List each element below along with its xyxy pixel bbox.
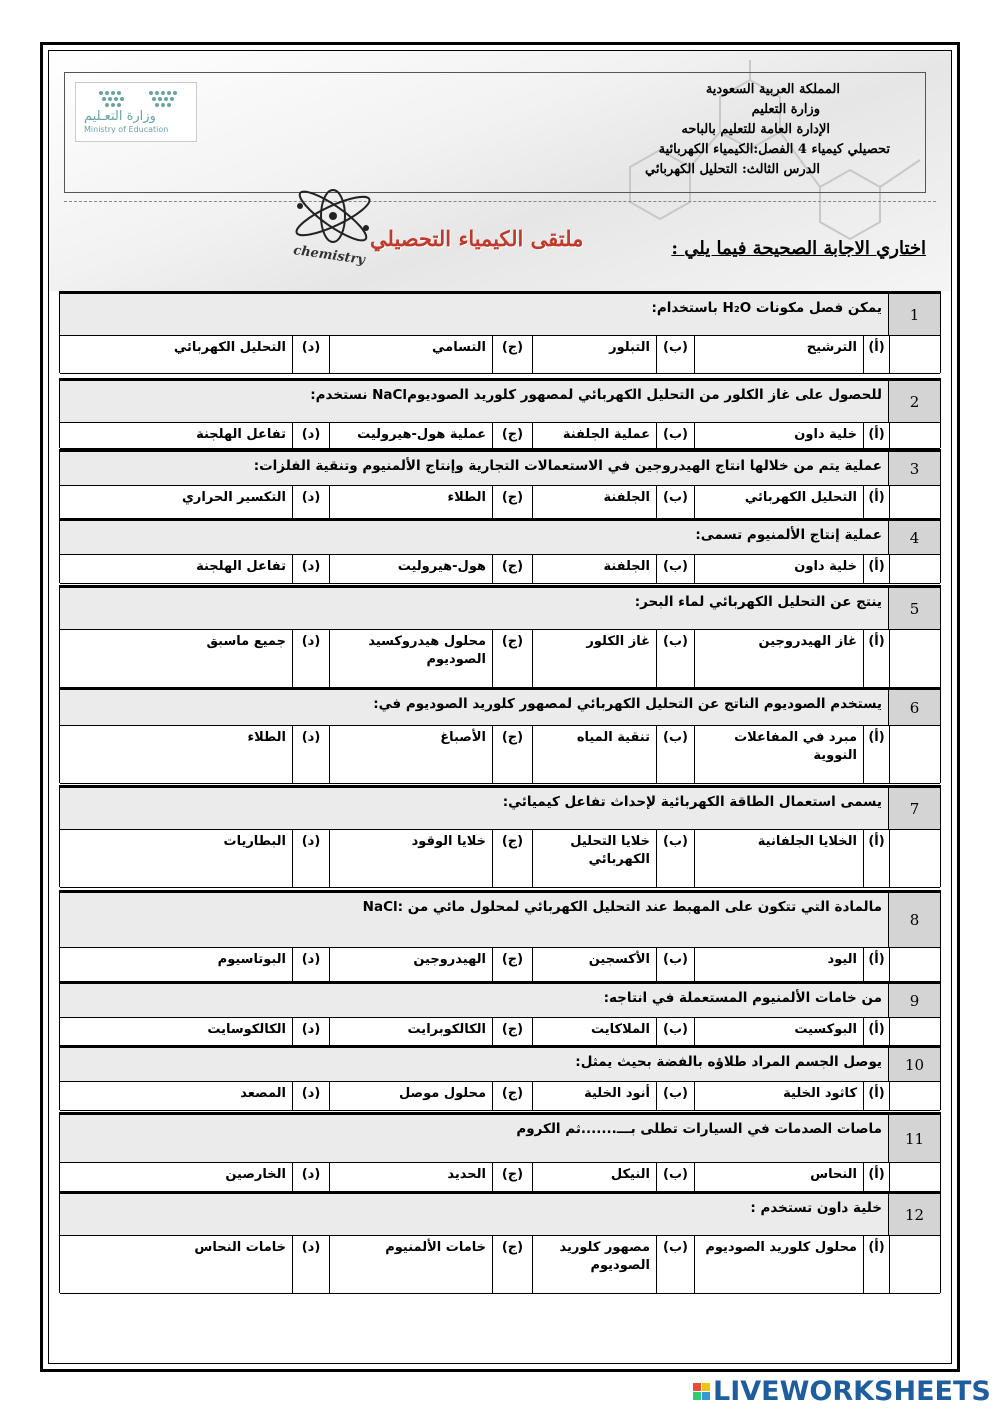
answer-spacer-cell (889, 1017, 940, 1046)
option-d[interactable]: البوتاسيوم (217, 952, 286, 967)
question-block (59, 890, 941, 981)
option-a[interactable]: التحليل الكهربائي (694, 485, 863, 520)
liveworksheets-logo (693, 1376, 991, 1407)
option-a-letter: (أ) (863, 725, 889, 783)
question-row (60, 521, 940, 555)
question-bottom-border (60, 373, 940, 374)
question-block (59, 687, 941, 783)
option-c-letter: (ج) (492, 1235, 532, 1293)
answer-row (60, 1017, 940, 1046)
option-d[interactable]: الخارصين (225, 1167, 286, 1182)
option-c-letter: (ج) (492, 485, 532, 520)
option-c[interactable]: خلايا الوقود (329, 829, 492, 887)
question-number: 8 (888, 893, 940, 947)
answer-spacer-cell (889, 554, 940, 583)
question-number: 5 (888, 588, 940, 629)
question-row (60, 452, 940, 486)
option-b-letter: (ب) (656, 422, 694, 448)
option-b[interactable]: خلايا التحليل الكهربائي (532, 829, 656, 887)
answer-row (60, 829, 940, 887)
answer-spacer-cell (889, 1081, 940, 1110)
option-d-letter: (د) (292, 422, 329, 448)
option-b-letter: (ب) (656, 1081, 694, 1110)
option-d-letter: (د) (292, 1162, 329, 1196)
question-block (59, 1045, 941, 1110)
liveworksheets-icon (693, 1383, 710, 1400)
option-c-letter: (ج) (492, 1017, 532, 1046)
option-a[interactable]: غاز الهيدروجين (694, 629, 863, 687)
option-d[interactable]: تفاعل الهلجنة (196, 559, 286, 574)
option-c-letter: (ج) (492, 947, 532, 981)
question-block (59, 785, 941, 887)
answer-row (60, 485, 940, 520)
question-row (60, 1115, 940, 1163)
option-b[interactable]: تنقية المياه (532, 725, 656, 783)
option-a[interactable]: محلول كلوريد الصوديوم (694, 1235, 863, 1293)
ministry-logo (75, 82, 197, 142)
option-c[interactable]: خامات الألمنيوم (329, 1235, 492, 1293)
question-text: ماصات الصدمات في السيارات تطلى بـــ.......ثم الكروم (516, 1121, 882, 1137)
brand-subtitle: chemistry (292, 243, 366, 268)
option-b[interactable]: الملاكايت (532, 1017, 656, 1046)
header-line-administration: الإدارة العامة للتعليم بالباحه (681, 122, 830, 137)
option-a-letter: (أ) (863, 554, 889, 583)
header-line-kingdom: المملكة العربية السعودية (705, 82, 840, 97)
question-text: عملية يتم من خلالها انتاج الهيدروجين في الاستعمالات التجارية وإنتاج الألمنيوم وتنقية الفلزات: (253, 458, 882, 474)
option-a-letter: (أ) (863, 829, 889, 887)
option-b-letter: (ب) (656, 629, 694, 687)
question-row (60, 1194, 940, 1236)
question-row (60, 893, 940, 948)
question-bottom-border (60, 887, 940, 888)
question-row (60, 788, 940, 830)
option-a[interactable]: البوكسيت (694, 1017, 863, 1046)
option-b-letter: (ب) (656, 485, 694, 520)
option-b-letter: (ب) (656, 947, 694, 981)
option-b[interactable]: أنود الخلية (532, 1081, 656, 1110)
question-block (59, 1112, 941, 1196)
header-line-subject: تحصيلي كيمياء 4 الفصل:الكيمياء الكهربائية (658, 142, 890, 157)
question-text: عملية إنتاج الألمنيوم تسمى: (695, 527, 882, 543)
option-b-letter: (ب) (656, 1017, 694, 1046)
question-number: 3 (888, 452, 940, 485)
option-c[interactable]: الهيدروجين (329, 947, 492, 981)
answer-row (60, 1235, 940, 1293)
question-row (60, 690, 940, 726)
option-d-letter: (د) (292, 485, 329, 520)
question-text: يسمى استعمال الطاقة الكهربائية لإحداث تفاعل كيميائي: (502, 794, 882, 810)
question-number: 9 (888, 984, 940, 1017)
option-a-letter: (أ) (863, 335, 889, 373)
question-text: ينتج عن التحليل الكهربائي لماء البحر: (634, 594, 882, 610)
option-d[interactable]: الطلاء (247, 730, 286, 745)
question-text: يوصل الجسم المراد طلاؤه بالفضة بحيث يمثل: (575, 1054, 882, 1070)
answer-row (60, 1081, 940, 1110)
option-c-letter: (ج) (492, 829, 532, 887)
instructions: اختاري الاجابة الصحيحة فيما يلي : (671, 238, 926, 259)
option-d[interactable]: جميع ماسبق (206, 634, 286, 649)
question-bottom-border (60, 1293, 940, 1294)
question-block (59, 518, 941, 583)
option-c[interactable]: الطلاء (329, 485, 492, 520)
option-b-letter: (ب) (656, 554, 694, 583)
liveworksheets-text: LIVEWORKSHEETS (713, 1376, 991, 1407)
option-d-letter: (د) (292, 1017, 329, 1046)
option-a[interactable]: النحاس (694, 1162, 863, 1196)
answer-row (60, 335, 940, 373)
option-b[interactable]: مصهور كلوريد الصوديوم (532, 1235, 656, 1293)
option-c-letter: (ج) (492, 1162, 532, 1196)
option-c-letter: (ج) (492, 554, 532, 583)
option-a[interactable]: الخلايا الجلفانية (694, 829, 863, 887)
question-row (60, 1048, 940, 1082)
header-text (645, 80, 890, 180)
option-a-letter: (أ) (863, 1235, 889, 1293)
header-line-lesson: الدرس الثالث: التحليل الكهربائي (644, 162, 820, 177)
question-row (60, 984, 940, 1018)
option-a[interactable]: كاثود الخلية (694, 1081, 863, 1110)
option-a-letter: (أ) (863, 1017, 889, 1046)
option-a-letter: (أ) (863, 629, 889, 687)
question-row (60, 294, 940, 336)
option-d[interactable]: خامات النحاس (194, 1240, 286, 1255)
question-block (59, 449, 941, 520)
question-bottom-border (60, 783, 940, 784)
option-c[interactable]: عملية هول-هيروليت (329, 422, 492, 448)
answer-row (60, 629, 940, 687)
question-number: 11 (888, 1115, 940, 1162)
option-a[interactable]: اليود (694, 947, 863, 981)
option-b[interactable]: غاز الكلور (532, 629, 656, 687)
option-d-letter: (د) (292, 335, 329, 373)
option-c-letter: (ج) (492, 725, 532, 783)
ministry-logo-icon (96, 89, 186, 109)
option-d[interactable]: الكالكوسايت (207, 1022, 286, 1037)
option-a-letter: (أ) (863, 485, 889, 520)
option-c-letter: (ج) (492, 335, 532, 373)
option-d-letter: (د) (292, 629, 329, 687)
option-c[interactable]: محلول موصل (329, 1081, 492, 1110)
option-d[interactable]: تفاعل الهلجنة (196, 427, 286, 442)
question-number: 12 (888, 1194, 940, 1235)
option-a-letter: (أ) (863, 1162, 889, 1196)
option-c[interactable]: هول-هيروليت (329, 554, 492, 583)
header-line-ministry: وزارة التعليم (751, 102, 820, 117)
option-b[interactable]: الأكسجين (532, 947, 656, 981)
option-d-letter: (د) (292, 725, 329, 783)
answer-spacer-cell (889, 485, 940, 520)
answer-row (60, 422, 940, 448)
option-b-letter: (ب) (656, 725, 694, 783)
ministry-logo-arabic: وزارة التعـليم (84, 109, 156, 124)
question-number: 4 (888, 521, 940, 554)
answer-spacer-cell (889, 422, 940, 448)
question-block (59, 378, 941, 448)
atom-icon (288, 186, 378, 246)
option-a[interactable]: الترشيح (694, 335, 863, 373)
question-bottom-border (60, 1110, 940, 1111)
answer-spacer-cell (889, 947, 940, 981)
question-text: للحصول على غاز الكلور من التحليل الكهربائي لمصهور كلوريد الصوديومNaCl نستخدم: (310, 387, 882, 403)
option-b-letter: (ب) (656, 335, 694, 373)
question-row (60, 588, 940, 630)
question-text: من خامات الألمنيوم المستعملة في انتاجه: (603, 990, 882, 1006)
answer-row (60, 725, 940, 783)
answer-spacer-cell (889, 335, 940, 373)
question-block (59, 291, 941, 373)
option-c[interactable]: الحديد (329, 1162, 492, 1196)
question-number: 2 (888, 381, 940, 422)
answer-spacer-cell (889, 1235, 940, 1293)
question-block (59, 981, 941, 1046)
question-text: مالمادة التي تتكون على المهبط عند التحليل الكهربائي لمحلول مائي من :NaCl (362, 899, 882, 915)
answer-spacer-cell (889, 629, 940, 687)
option-c[interactable]: الكالكوبرايت (329, 1017, 492, 1046)
option-c-letter: (ج) (492, 422, 532, 448)
option-d[interactable]: التكسير الحراري (182, 490, 286, 505)
option-d-letter: (د) (292, 1235, 329, 1293)
question-number: 6 (888, 690, 940, 725)
question-text: يمكن فصل مكونات H₂O باستخدام: (651, 300, 882, 316)
answer-spacer-cell (889, 829, 940, 887)
option-d[interactable]: المصعد (240, 1086, 286, 1101)
option-d-letter: (د) (292, 554, 329, 583)
option-a-letter: (أ) (863, 422, 889, 448)
question-row (60, 381, 940, 423)
answer-row (60, 554, 940, 583)
option-d[interactable]: التحليل الكهربائي (173, 340, 286, 355)
option-b[interactable]: التبلور (532, 335, 656, 373)
answer-row (60, 947, 940, 981)
question-text: خلية داون تستخدم : (750, 1200, 882, 1216)
question-number: 7 (888, 788, 940, 829)
option-a-letter: (أ) (863, 947, 889, 981)
brand-title: ملتقى الكيمياء التحصيلي (370, 226, 584, 251)
option-d-letter: (د) (292, 947, 329, 981)
question-bottom-border (60, 583, 940, 584)
option-c-letter: (ج) (492, 629, 532, 687)
answer-spacer-cell (889, 725, 940, 783)
option-a[interactable]: خلية داون (694, 554, 863, 583)
option-b[interactable]: الجلفنة (532, 554, 656, 583)
option-d-letter: (د) (292, 829, 329, 887)
option-b[interactable]: النيكل (532, 1162, 656, 1196)
option-b-letter: (ب) (656, 829, 694, 887)
header-divider (64, 201, 936, 202)
question-number: 1 (888, 294, 940, 335)
option-c[interactable]: التسامي (329, 335, 492, 373)
option-a-letter: (أ) (863, 1081, 889, 1110)
option-b[interactable]: الجلفنة (532, 485, 656, 520)
question-block (59, 1191, 941, 1293)
option-d-letter: (د) (292, 1081, 329, 1110)
option-a[interactable]: خلية داون (694, 422, 863, 448)
option-c[interactable]: محلول هيدروكسيد الصوديوم (329, 629, 492, 687)
option-c[interactable]: الأصباغ (329, 725, 492, 783)
question-block (59, 585, 941, 687)
option-b[interactable]: عملية الجلفنة (532, 422, 656, 448)
question-text: يستخدم الصوديوم الناتج عن التحليل الكهربائي لمصهور كلوريد الصوديوم في: (373, 696, 882, 712)
option-a[interactable]: مبرد في المفاعلات النووية (694, 725, 863, 783)
ministry-logo-english: Ministry of Education (84, 125, 169, 134)
option-d[interactable]: البطاريات (223, 834, 286, 849)
option-c-letter: (ج) (492, 1081, 532, 1110)
question-number: 10 (888, 1048, 940, 1081)
option-b-letter: (ب) (656, 1235, 694, 1293)
option-b-letter: (ب) (656, 1162, 694, 1196)
